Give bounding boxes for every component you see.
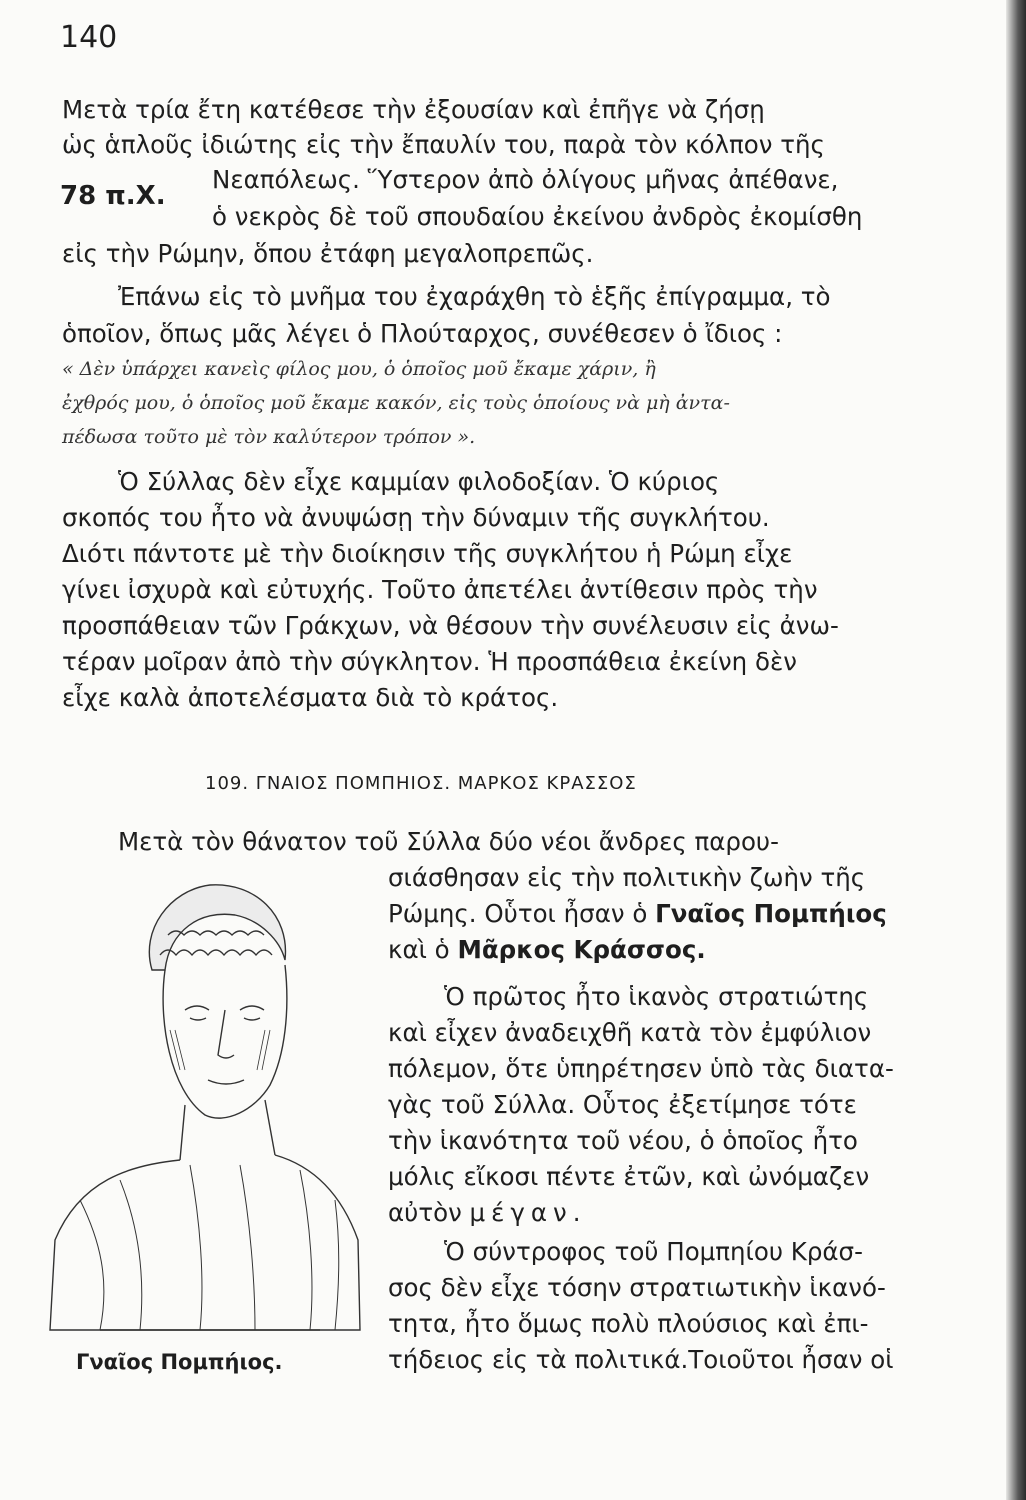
paragraph-1-line-2: ὡς ἁπλοῦς ἰδιώτης εἰς τὴν ἔπαυλίν του, παρὰ τὸν κόλπον τῆς — [62, 130, 825, 159]
paragraph-2-line-2: ὁποῖον, ὅπως μᾶς λέγει ὁ Πλούταρχος, συνέθεσεν ὁ ἴδιος : — [62, 319, 783, 348]
section-line-11 — [388, 1198, 587, 1227]
paragraph-3-line-7: εἶχε καλὰ ἀποτελέσματα διὰ τὸ κράτος. — [62, 683, 559, 712]
nose — [218, 1010, 234, 1058]
book-spine-edge — [1006, 0, 1026, 1500]
paragraph-1-line-4: ὁ νεκρὸς δὲ τοῦ σπουδαίου ἐκείνου ἀνδρὸς ἐκομίσθη — [212, 202, 863, 231]
section-line-8: γὰς τοῦ Σύλλα. Οὗτος ἐξετίμησε τότε — [388, 1090, 857, 1119]
section-line-7: πόλεμον, ὅτε ὑπηρέτησεν ὑπὸ τὰς διατα- — [388, 1054, 894, 1083]
emphasis-megan: μέγαν. — [469, 1198, 587, 1227]
section-heading: 109. ΓΝΑΙΟΣ ΠΟΜΠΗΙΟΣ. ΜΑΡΚΟΣ ΚΡΑΣΣΟΣ — [205, 773, 637, 794]
section-line-13: σος δὲν εἶχε τόσην στρατιωτικὴν ἱκανό- — [388, 1273, 886, 1302]
paragraph-1-line-3: Νεαπόλεως. Ὕστερον ἀπὸ ὀλίγους μῆνας ἀπέθανε, — [212, 165, 839, 194]
section-line-2: σιάσθησαν εἰς τὴν πολιτικὴν ζωὴν τῆς — [388, 863, 866, 892]
section-line-6: καὶ εἶχεν ἀναδειχθῆ κατὰ τὸν ἐμφύλιον — [388, 1018, 872, 1047]
shading — [170, 1030, 270, 1070]
paragraph-1-line-5: εἰς τὴν Ρώμην, ὅπου ἐτάφη μεγαλοπρεπῶς. — [62, 239, 594, 268]
paragraph-3-line-2: σκοπός του ἦτο νὰ ἀνυψώσῃ τὴν δύναμιν τῆς συγκλήτου. — [62, 503, 770, 532]
neck — [180, 1100, 275, 1160]
section-line-4-text: καὶ ὁ — [388, 935, 458, 964]
paragraph-1-line-1: Μετὰ τρία ἔτη κατέθεσε τὴν ἐξουσίαν καὶ ἐπῆγε νὰ ζήσῃ — [62, 95, 765, 124]
page-number: 140 — [60, 20, 118, 55]
paragraph-2-line-1: Ἐπάνω εἰς τὸ μνῆμα του ἐχαράχθη τὸ ἑξῆς ἐπίγραμμα, τὸ — [118, 282, 831, 311]
paragraph-3-line-5: προσπάθειαν τῶν Γράκχων, νὰ θέσουν τὴν συνέλευσιν εἰς ἀνω- — [62, 611, 839, 640]
section-line-4 — [388, 935, 706, 964]
paragraph-3-line-4: γίνει ἰσχυρὰ καὶ εὐτυχής. Τοῦτο ἀπετέλει ἀντίθεσιν πρὸς τὴν — [62, 575, 818, 604]
section-line-12: Ὁ σύντροφος τοῦ Πομπηίου Κράσ- — [444, 1237, 863, 1266]
paragraph-3-line-6: τέραν μοῖραν ἀπὸ τὴν σύγκλητον. Ἡ προσπάθεια ἐκείνη δὲν — [62, 647, 797, 676]
section-line-3-text: Ρώμης. Οὗτοι ἦσαν ὁ — [388, 899, 656, 928]
epigram-line-1: « Δὲν ὑπάρχει κανεὶς φίλος μου, ὁ ὁποῖος μοῦ ἔκαμε χάριν, ἢ — [62, 358, 656, 380]
name-crassus: Μᾶρκος Κράσσος. — [457, 935, 706, 964]
section-line-9: τὴν ἱκανότητα τοῦ νέου, ὁ ὁποῖος ἦτο — [388, 1126, 858, 1155]
section-line-5: Ὁ πρῶτος ἦτο ἱκανὸς στρατιώτης — [444, 982, 869, 1011]
hair-outline — [149, 885, 285, 970]
section-line-14: τητα, ἦτο ὅμως πολὺ πλούσιος καὶ ἐπι- — [388, 1309, 869, 1338]
epigram-line-3: πέδωσα τοῦτο μὲ τὸν καλύτερον τρόπον ». — [62, 426, 476, 448]
drapery-folds — [80, 1165, 339, 1330]
paragraph-3-line-1: Ὁ Σύλλας δὲν εἶχε καμμίαν φιλοδοξίαν. Ὁ κύριος — [118, 467, 720, 496]
section-line-3 — [388, 899, 887, 928]
section-line-10: μόλις εἴκοσι πέντε ἐτῶν, καὶ ὠνόμαζεν — [388, 1162, 870, 1191]
mouth — [208, 1080, 244, 1084]
name-pompey: Γναῖος Πομπήιος — [655, 899, 887, 928]
section-line-1: Μετὰ τὸν θάνατον τοῦ Σύλλα δύο νέοι ἄνδρες παρου- — [118, 827, 779, 856]
figure-caption: Γναῖος Πομπήιος. — [76, 1350, 283, 1374]
margin-date: 78 π.Χ. — [60, 181, 166, 211]
section-line-15: τήδειος εἰς τὰ πολιτικά.Τοιοῦτοι ἦσαν οἱ — [388, 1345, 894, 1374]
pompey-bust-illustration — [40, 860, 370, 1335]
face-outline — [163, 965, 287, 1118]
epigram-line-2: ἐχθρός μου, ὁ ὁποῖος μοῦ ἔκαμε κακόν, εἰς τοὺς ὁποίους νὰ μὴ ἀντα- — [62, 392, 730, 414]
paragraph-3-line-3: Διότι πάντοτε μὲ τὴν διοίκησιν τῆς συγκλήτου ἡ Ρώμη εἶχε — [62, 539, 793, 568]
section-line-11-text: αὐτὸν — [388, 1198, 470, 1227]
